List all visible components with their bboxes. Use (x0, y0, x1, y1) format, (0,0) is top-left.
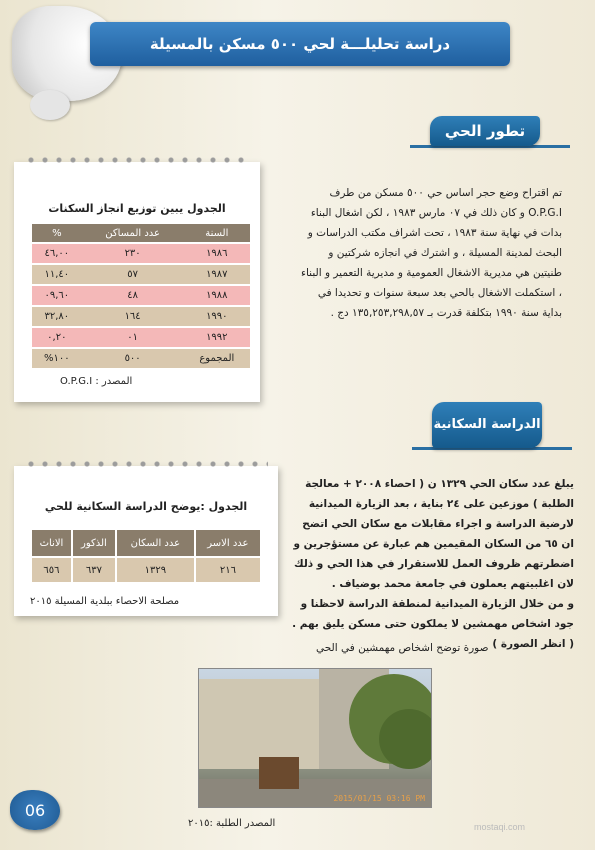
table-source: مصلحة الاحصاء ببلدية المسيلة ٢٠١٥ (30, 596, 180, 607)
column-header: الاناث (31, 530, 72, 557)
table-row (32, 285, 250, 306)
table-total-row (32, 348, 250, 368)
table-cell: ١٩٨٧ (184, 264, 250, 285)
population-paragraph (290, 474, 574, 654)
table-row (32, 306, 250, 327)
table-cell: ٠,٢٠ (32, 327, 82, 348)
table-cell: ٦٣٧ (72, 557, 116, 582)
table-cell: ٥٧ (82, 264, 184, 285)
section-tab-label: الدراسة السكانية (433, 417, 541, 433)
table-cell: ٤٦,٠٠ (32, 243, 82, 264)
table-cell: ٠١ (82, 327, 184, 348)
photo-tree (379, 709, 432, 769)
street-photo (198, 668, 432, 808)
column-header: عدد المساكن (82, 224, 184, 243)
table-cell: ١٩٩٢ (184, 327, 250, 348)
watermark-text: mostaqi.com (474, 822, 526, 832)
notepad-spiral (24, 153, 250, 167)
title-banner (90, 22, 510, 66)
table-row (32, 327, 250, 348)
section-tab-label: تطور الحي (444, 122, 526, 140)
table-cell: ١٦٤ (82, 306, 184, 327)
photo-shack (259, 757, 299, 789)
section-tab-population (432, 402, 542, 448)
column-header: عدد الاسر (195, 530, 260, 557)
table-header-row (32, 224, 250, 243)
table-cell: ١٩٩٠ (184, 306, 250, 327)
table-source: المصدر : O.P.G.I (60, 376, 133, 387)
table-cell: ٦٥٦ (31, 557, 72, 582)
table-cell: ١٣٢٩ (116, 557, 195, 582)
table-cell: ٤٨ (82, 285, 184, 306)
table-cell: ١٠٠% (32, 348, 82, 368)
paper-scrap-decoration (30, 90, 70, 120)
table-cell: ٢٣٠ (82, 243, 184, 264)
table-cell: ٥٠٠ (82, 348, 184, 368)
page-title: دراسة تحليلـــة لحي ٥٠٠ مسكن بالمسيلة (149, 35, 451, 53)
population-text: يبلغ عدد سكان الحي ١٣٢٩ ن ( احصاء ٢٠٠٨ + معالجة الطلبة ) موزعين على ٢٤ بناية ، بعد الزيارة الميدانية لارضية الدراسة و اجراء مقابلات مع سكان الحي اتضح ان ٦٥ من السكان المقيمين هم عبارة عن مستؤجرين و اضطرتهم ظروف العمل للاستقرار في هذا الحي و ذلك لان اغلبيتهم يعملون في جامعة محمد بوضياف . (293, 478, 574, 590)
table-title: الجدول :يوضح الدراسة السكانية للحي (44, 500, 248, 513)
table-row (32, 243, 250, 264)
population-table (30, 530, 260, 582)
photo-building (199, 679, 329, 769)
table-cell: ١١,٤٠ (32, 264, 82, 285)
table-cell: المجموع (184, 348, 250, 368)
notepad-spiral (24, 457, 268, 471)
housing-distribution-table (32, 224, 250, 368)
table-cell: ٢١٦ (195, 557, 260, 582)
table-row (32, 264, 250, 285)
page-number-text: 06 (24, 800, 46, 820)
photo-source: المصدر الطلبة :٢٠١٥ (188, 818, 276, 829)
development-paragraph: تم اقتراح وضع حجر اساس حي ٥٠٠ مسكن من طرف O.P.G.I و كان ذلك في ٠٧ مارس ١٩٨٣ ، لكن اشغال البناء بدات في نهاية سنة ١٩٨٣ ، تحت اشراف مكتب الدراسات و البحث لمدينة المسيلة ، و اشترك في انجازه شركتين و طنيتين هي مديرية الاشغال العمومية و مديرية التعمير و البناء ، استكملت الاشغال بالحي بعد سبعة سنوات و تحديدا في بداية سنة ١٩٩٠ بتكلفة قدرت بـ ١٣٥,٢٥٣,٢٩٨,٥٧ دج . (301, 187, 562, 319)
table-cell: ٣٢,٨٠ (32, 306, 82, 327)
section-tab-development (430, 116, 540, 146)
page-number (10, 790, 60, 830)
table-cell: ١٩٨٨ (184, 285, 250, 306)
column-header: الذكور (72, 530, 116, 557)
column-header: السنة (184, 224, 250, 243)
housing-table-card (14, 162, 260, 402)
table-title: الجدول يبين توزيع انجاز السكنات (48, 202, 226, 215)
column-header: عدد السكان (116, 530, 195, 557)
table-cell: ٠٩,٦٠ (32, 285, 82, 306)
marginalized-text: و من خلال الزيارة الميدانية لمنطقة الدراسة لاحظنا و جود اشخاص مهمشين لا يملكون حتى مسكن يليق بهم .( انظر الصورة ) (292, 598, 574, 650)
photo-timestamp: 2015/01/15 03:16 PM (333, 794, 425, 803)
photo-caption: صورة توضح اشخاص مهمشين في الحي (316, 642, 489, 654)
table-cell: ١٩٨٦ (184, 243, 250, 264)
column-header: % (32, 224, 82, 243)
table-row (31, 557, 260, 582)
population-table-card (14, 466, 278, 616)
table-header-row (31, 530, 260, 557)
